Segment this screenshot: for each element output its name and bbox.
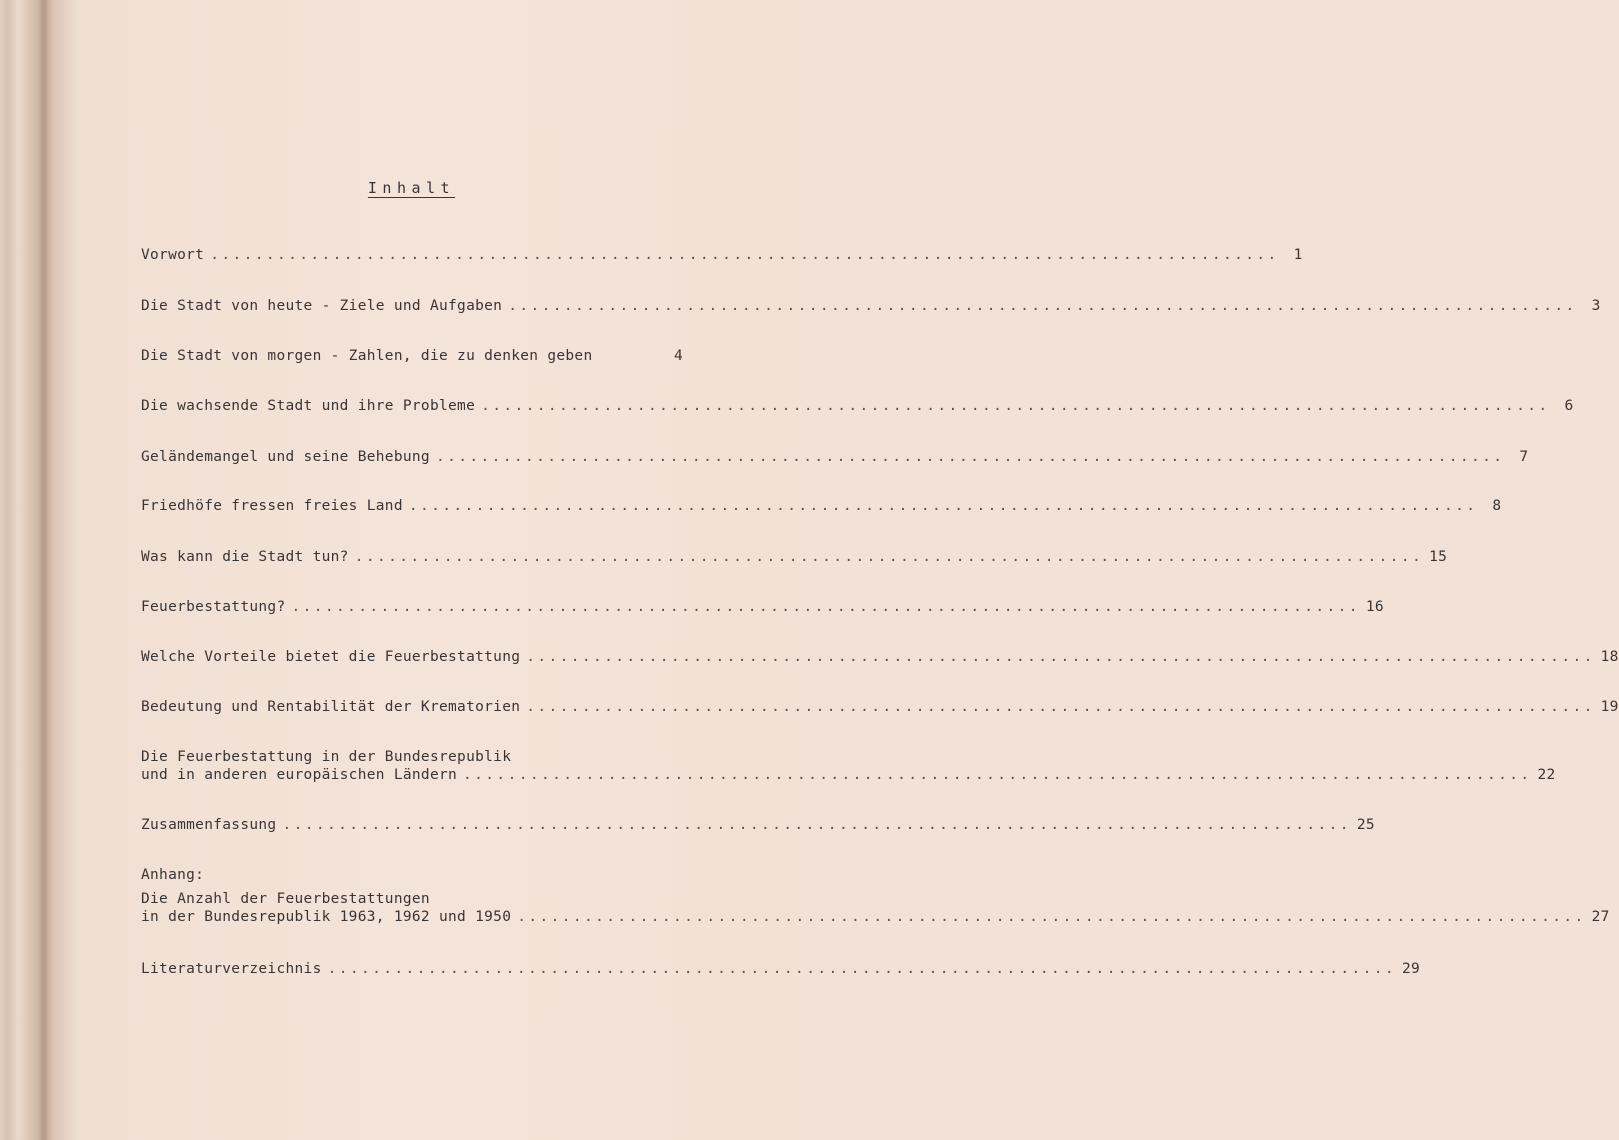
leader-dots: ................................................................................................ bbox=[435, 449, 1505, 465]
toc-entry-page: 7 bbox=[1519, 449, 1529, 465]
toc-entry-page: 19 bbox=[1600, 699, 1619, 715]
bibliography-page: 29 bbox=[1402, 961, 1421, 977]
appendix-title-line2: in der Bundesrepublik 1963, 1962 und 1950 bbox=[141, 909, 512, 925]
toc-heading-wrap bbox=[0, 178, 793, 197]
toc-entry-page: 4 bbox=[673, 348, 683, 364]
toc-entry-title: Vorwort bbox=[141, 247, 205, 263]
toc-entry-title-line2: und in anderen europäischen Ländern bbox=[141, 767, 458, 783]
leader-dots: ................................................................................................ bbox=[354, 549, 1424, 565]
leader-dots: ................................................................................................ bbox=[526, 649, 1595, 665]
toc-entry-title: Feuerbestattung? bbox=[141, 599, 286, 615]
toc-entry bbox=[141, 816, 1375, 834]
leader-dots: ................................................................................................ bbox=[291, 599, 1360, 615]
leader-dots: ................................................................................................ bbox=[517, 909, 1586, 925]
leader-dots: ................................................................................................ bbox=[481, 398, 1550, 414]
leader-dots: ................................................................................................ bbox=[463, 767, 1532, 783]
toc-entry bbox=[141, 448, 1529, 466]
toc-entry-page: 1 bbox=[1293, 247, 1303, 263]
toc-entry-title: Welche Vorteile bietet die Feuerbestattung bbox=[141, 649, 521, 665]
toc-entry bbox=[141, 748, 1556, 784]
toc-entry bbox=[141, 698, 1619, 716]
toc-entry-title: Die wachsende Stadt und ihre Probleme bbox=[141, 398, 476, 414]
toc-entry bbox=[141, 598, 1384, 616]
toc-entry-title: Was kann die Stadt tun? bbox=[141, 549, 349, 565]
toc-entry-title: Die Stadt von morgen - Zahlen, die zu denken geben bbox=[141, 348, 593, 364]
toc-entry bbox=[141, 497, 1502, 515]
toc-entry-title: Bedeutung und Rentabilität der Krematorien bbox=[141, 699, 521, 715]
bibliography-title: Literaturverzeichnis bbox=[141, 961, 322, 977]
book-spine-shadow bbox=[38, 0, 48, 1140]
toc-entry bbox=[141, 397, 1574, 415]
toc-appendix bbox=[141, 866, 1610, 926]
toc-entry-page: 18 bbox=[1600, 649, 1619, 665]
toc-entry-title: Zusammenfassung bbox=[141, 817, 277, 833]
leader-dots: ................................................................................................ bbox=[508, 298, 1577, 314]
leader-dots: ................................................................................................ bbox=[282, 817, 1351, 833]
appendix-label: Anhang: bbox=[141, 867, 205, 883]
appendix-title-line1: Die Anzahl der Feuerbestattungen bbox=[141, 891, 430, 907]
toc-entry bbox=[141, 648, 1619, 666]
leader-dots: ................................................................................................ bbox=[408, 498, 1478, 514]
toc-entry-page: 8 bbox=[1492, 498, 1502, 514]
toc-entry bbox=[141, 347, 683, 365]
toc-entry bbox=[141, 297, 1601, 315]
toc-entry-title-line1: Die Feuerbestattung in der Bundesrepublik bbox=[141, 749, 512, 765]
toc-entry-page: 6 bbox=[1564, 398, 1574, 414]
toc-heading: Inhalt bbox=[367, 179, 456, 197]
leader-dots: ................................................................................................ bbox=[327, 961, 1397, 977]
toc-entry-page: 25 bbox=[1356, 817, 1375, 833]
leader-dots: ................................................................................................ bbox=[210, 247, 1279, 263]
toc-entry-page: 22 bbox=[1537, 767, 1556, 783]
toc-entry-page: 16 bbox=[1365, 599, 1384, 615]
leader-dots: ................................................................................................ bbox=[526, 699, 1595, 715]
toc-entry-title: Die Stadt von heute - Ziele und Aufgaben bbox=[141, 298, 503, 314]
toc-entry-title: Friedhöfe fressen freies Land bbox=[141, 498, 403, 514]
toc-entry bbox=[141, 960, 1421, 978]
toc-entry-page: 15 bbox=[1429, 549, 1448, 565]
toc-entry bbox=[141, 548, 1448, 566]
toc-entry bbox=[141, 246, 1303, 264]
appendix-page: 27 bbox=[1591, 909, 1610, 925]
toc-entry-page: 3 bbox=[1591, 298, 1601, 314]
toc-entry-title: Geländemangel und seine Behebung bbox=[141, 449, 430, 465]
